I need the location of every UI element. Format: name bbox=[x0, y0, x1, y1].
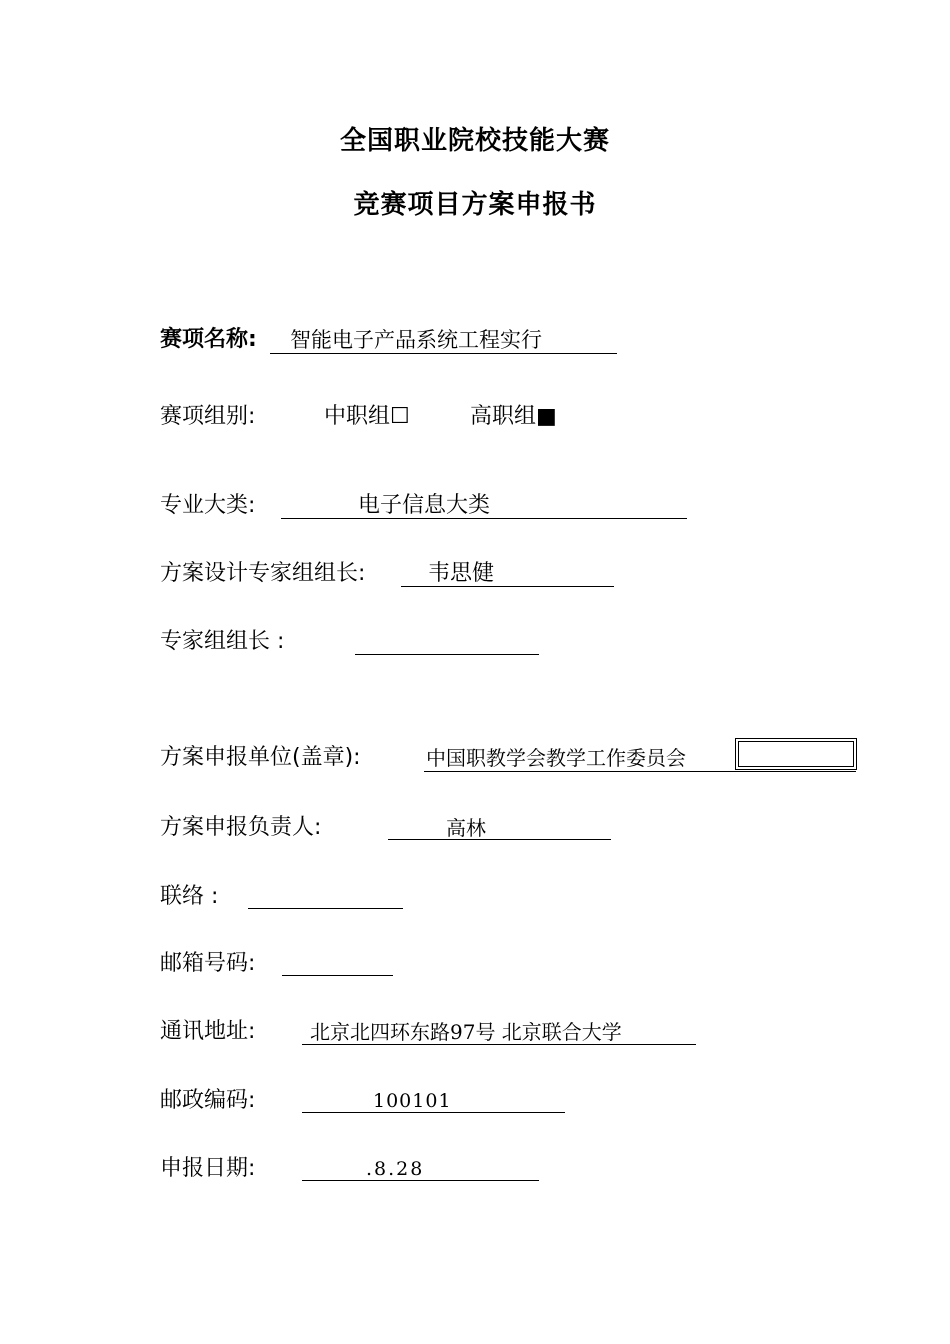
contact-label: 联络 : bbox=[160, 884, 219, 909]
event-name-underline bbox=[270, 353, 617, 354]
event-name-label: 赛项名称: bbox=[160, 327, 257, 352]
applicant-label: 方案申报负责人: bbox=[160, 815, 322, 840]
seal-box bbox=[735, 738, 857, 770]
document-subtitle: 竞赛项目方案申报书 bbox=[353, 190, 597, 220]
email-label: 邮箱号码: bbox=[160, 951, 256, 976]
design-leader-value[interactable]: 韦思健 bbox=[428, 561, 495, 586]
group-secondary-option[interactable]: 中职组☐ bbox=[324, 404, 410, 429]
event-name-value[interactable]: 智能电子产品系统工程实行 bbox=[290, 328, 542, 352]
design-leader-underline bbox=[401, 586, 614, 587]
design-leader-label: 方案设计专家组组长: bbox=[160, 561, 366, 586]
expert-leader-underline[interactable] bbox=[355, 654, 539, 655]
unit-value[interactable]: 中国职教学会教学工作委员会 bbox=[426, 746, 686, 770]
group-label: 赛项组别: bbox=[160, 404, 256, 429]
major-label: 专业大类: bbox=[160, 493, 256, 518]
postcode-underline bbox=[302, 1112, 565, 1113]
date-label: 申报日期: bbox=[160, 1156, 256, 1181]
postcode-label: 邮政编码: bbox=[160, 1088, 256, 1113]
unit-label: 方案申报单位(盖章): bbox=[160, 745, 361, 770]
document-title: 全国职业院校技能大赛 bbox=[339, 126, 610, 156]
date-underline bbox=[302, 1180, 539, 1181]
postcode-value[interactable]: 100101 bbox=[373, 1090, 452, 1112]
group-higher-option[interactable]: 高职组■ bbox=[470, 404, 557, 429]
address-value[interactable]: 北京北四环东路97号 北京联合大学 bbox=[310, 1020, 622, 1044]
expert-leader-label: 专家组组长 : bbox=[160, 629, 285, 654]
major-underline bbox=[281, 518, 687, 519]
applicant-value[interactable]: 高林 bbox=[446, 816, 486, 840]
unit-underline bbox=[424, 771, 856, 772]
date-value[interactable]: .8.28 bbox=[366, 1158, 425, 1180]
email-underline[interactable] bbox=[282, 975, 393, 976]
address-underline bbox=[302, 1044, 696, 1045]
contact-underline[interactable] bbox=[248, 908, 403, 909]
address-label: 通讯地址: bbox=[160, 1019, 256, 1044]
major-value[interactable]: 电子信息大类 bbox=[358, 493, 491, 518]
applicant-underline bbox=[388, 839, 611, 840]
